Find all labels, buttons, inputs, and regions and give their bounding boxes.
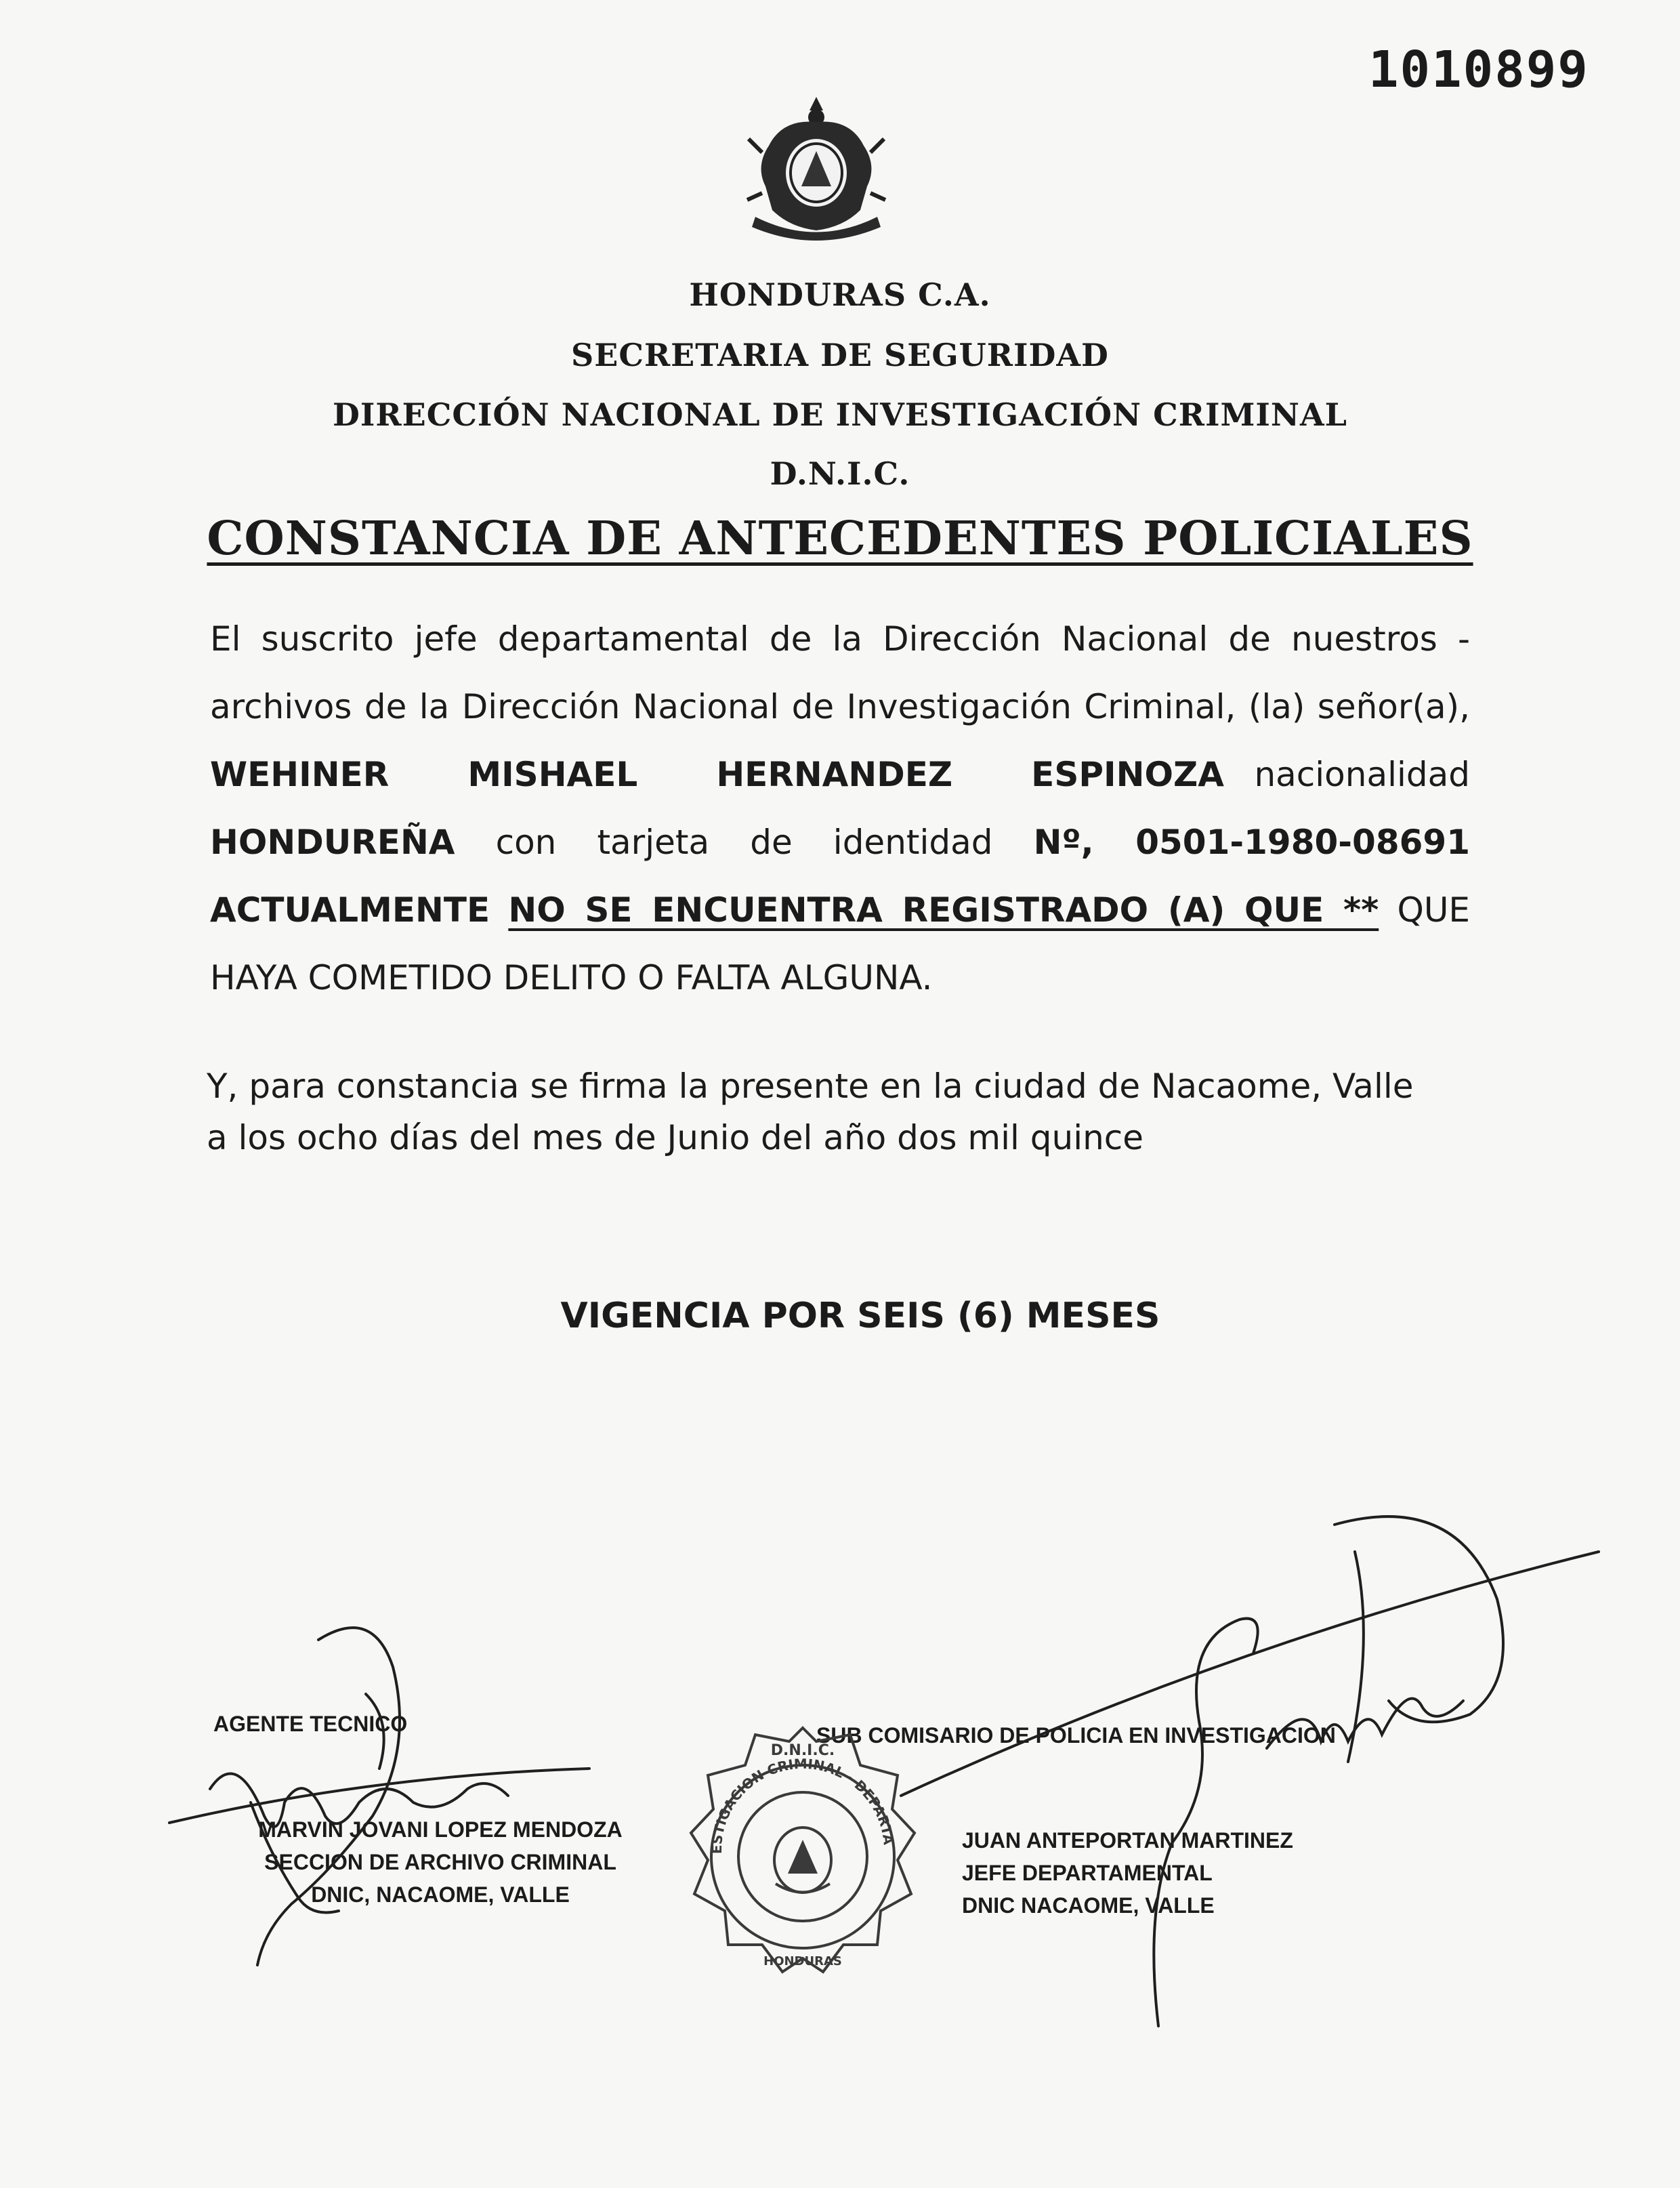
seal-bottom-text: HONDURAS [763,1954,842,1968]
right-signature-icon [901,1504,1612,2033]
intro-text: El suscrito jefe departamental de la Dirección Nacional de nuestros - archivos de la Dirección Nacional de Investigación Criminal, (la) señor(a), [210,619,1470,726]
person-name: WEHINER MISHAEL HERNANDEZ ESPINOZA [210,755,1224,794]
header-country: HONDURAS C.A. [689,276,991,313]
certificate-body [210,605,1470,1012]
header-acronym: D.N.I.C. [770,455,910,492]
closing-line-1: Y, para constancia se firma la presente en la ciudad de Nacaome, Valle [207,1067,1414,1106]
right-signatory-title: JEFE DEPARTAMENTAL [962,1861,1213,1885]
status-suffix: QUE HAYA COMETIDO DELITO O FALTA ALGUNA. [210,890,1471,997]
header-directorate: DIRECCIÓN NACIONAL DE INVESTIGACIÓN CRIMINAL [333,396,1347,433]
id-label: con tarjeta de identidad [495,823,993,862]
left-signatory-role: AGENTE TECNICO [213,1712,408,1736]
left-signatory-name: MARVIN JOVANI LOPEZ MENDOZA [258,1817,623,1842]
right-signatory-role: SUB COMISARIO DE POLICIA EN INVESTIGACION [816,1723,1336,1748]
id-number: Nº, 0501-1980-08691 [1033,823,1470,862]
closing-text [207,1060,1480,1163]
status-prefix: ACTUALMENTE [210,890,490,930]
left-signatory-location: DNIC, NACAOME, VALLE [311,1882,570,1907]
left-signatory-section: SECCION DE ARCHIVO CRIMINAL [264,1850,616,1874]
seal-ring-text: DIRECCION NACIONAL DE INVESTIGACION CRIMINAL · DEPARTAMENTO DE ARCHIVO CRIMINAL [674,1701,897,1855]
serial-number: 1010899 [1368,41,1589,99]
left-signature-icon [169,1613,644,1992]
nationality-label: nacionalidad [1254,755,1470,794]
nationality-value: HONDUREÑA [210,823,455,862]
validity-note: VIGENCIA POR SEIS (6) MESES [560,1296,1160,1336]
registration-status: NO SE ENCUENTRA REGISTRADO (A) QUE ** [508,890,1379,930]
document-title: CONSTANCIA DE ANTECEDENTES POLICIALES [207,512,1473,566]
seal-top-text: D.N.I.C. [770,1742,835,1759]
header-ministry: SECRETARIA DE SEGURIDAD [571,337,1109,373]
coat-of-arms-icon [742,91,891,244]
right-signatory-location: DNIC NACAOME, VALLE [962,1893,1215,1918]
closing-line-2: a los ocho días del mes de Junio del año dos mil quince [207,1118,1144,1157]
right-signatory-name: JUAN ANTEPORTAN MARTINEZ [962,1828,1293,1853]
dnic-seal-icon [674,1701,925,1985]
